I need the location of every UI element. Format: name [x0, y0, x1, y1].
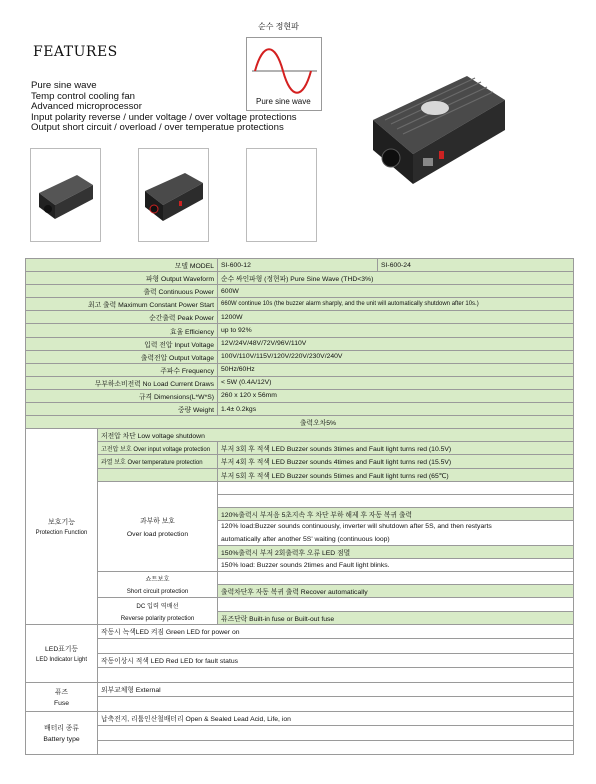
- short-label-kr: 쇼트보호: [145, 576, 170, 584]
- blank-cell: [98, 668, 574, 683]
- blank-cell: [218, 481, 574, 494]
- overload-line: automatically after another 5S' waiting (continuous loop): [218, 533, 574, 546]
- polarity-label: [98, 598, 218, 624]
- feature-item: Advanced microprocessor: [31, 101, 142, 113]
- overload-line: 150% load: Buzzer sounds 2times and Fault light blinks.: [218, 559, 574, 572]
- protection-label-kr: 보호기능: [47, 518, 76, 526]
- protection-group-label: [26, 429, 98, 624]
- spec-label: 효율 Efficiency: [26, 324, 218, 337]
- spec-value: up to 92%: [218, 324, 574, 337]
- inverter-product-image: [355, 58, 515, 198]
- spec-label: 무부하소비전력 No Load Current Draws: [26, 376, 218, 389]
- thumbnail-product-2[interactable]: [138, 148, 209, 242]
- spec-label: 최고 출력 Maximum Constant Power Start: [26, 298, 218, 311]
- feature-item: Temp control cooling fan: [31, 90, 135, 102]
- short-label-en: Short circuit protection: [126, 588, 189, 596]
- spec-label: 주파수 Frequency: [26, 363, 218, 376]
- feature-item: Output short circuit / overload / over temperatue protections: [31, 122, 284, 134]
- spec-value: 50Hz/60Hz: [218, 363, 574, 376]
- spec-label: 파형 Output Waveform: [26, 272, 218, 285]
- model-a: SI-600-12: [218, 259, 378, 272]
- blank-cell: [98, 468, 218, 481]
- thumbnail-product-1[interactable]: [30, 148, 101, 242]
- spec-label: 출력 Continuous Power: [26, 285, 218, 298]
- wave-title: 순수 정현파: [258, 22, 299, 31]
- tolerance-note: 출력오차5%: [26, 416, 574, 429]
- spec-value: 260 x 120 x 56mm: [218, 389, 574, 402]
- short-circuit-label: [98, 572, 218, 598]
- spec-label: 중량 Weight: [26, 403, 218, 416]
- extra-fault-value: 부저 5회 후 적색 LED Buzzer sounds 5times and Fault light turns red (65℃): [218, 468, 574, 481]
- model-b: SI-600-24: [378, 259, 574, 272]
- spec-value: 1.4± 0.2kgs: [218, 403, 574, 416]
- spec-label: 입력 전압 Input Voltage: [26, 337, 218, 350]
- spec-label: 규격 Dimensions(L*W*S): [26, 389, 218, 402]
- led-label-en: LED Indicator Light: [35, 657, 88, 664]
- fuse-label-en: Fuse: [53, 700, 70, 708]
- blank-cell: [218, 494, 574, 507]
- led-green: 작동시 녹색LED 켜짐 Green LED for power on: [98, 624, 574, 639]
- overload-line: 120%출력시 부저음 5초지속 후 차단 부하 해제 후 자동 복귀 출력: [218, 507, 574, 520]
- features-title: FEATURES: [33, 44, 118, 60]
- battery-label: [26, 711, 98, 755]
- spec-label: 출력전압 Output Voltage: [26, 350, 218, 363]
- spec-value: 100V/110V/115V/120V/220V/230V/240V: [218, 350, 574, 363]
- overload-line: 120% load:Buzzer sounds continuously, inverter will shutdown after 5S, and then restyarts: [218, 520, 574, 533]
- battery-label-kr: 배터리 종류: [44, 725, 79, 733]
- over-temp-label: 과열 보호 Over temperature protection: [98, 455, 218, 468]
- fuse-value: 외부교체형 External: [98, 682, 574, 697]
- protection-label-en: Protection Function: [35, 529, 88, 536]
- spec-value: 12V/24V/48V/72V/96V/110V: [218, 337, 574, 350]
- over-temp-value: 부저 4회 후 적색 LED Buzzer sounds 4times and Fault light turns red (15.5V): [218, 455, 574, 468]
- high-voltage-value: 부저 3회 후 적색 LED Buzzer sounds 3times and Fault light turns red (10.5V): [218, 442, 574, 455]
- thumbnail-empty[interactable]: [246, 148, 317, 242]
- led-red: 작동이상시 적색 LED Red LED for fault status: [98, 653, 574, 668]
- feature-item: Pure sine wave: [31, 80, 97, 91]
- spec-label: 순간출력 Peak Power: [26, 311, 218, 324]
- polarity-label-en: Reverse polarity protection: [120, 614, 195, 622]
- led-label: [26, 624, 98, 682]
- feature-item: Input polarity reverse / under voltage / over voltage protections: [31, 111, 297, 123]
- overload-label: [98, 481, 218, 572]
- wave-caption: Pure sine wave: [256, 97, 311, 106]
- blank-cell: [218, 572, 574, 585]
- short-circuit-value: 출력차단후 자동 복귀 출력 Recover automatically: [218, 585, 574, 598]
- polarity-label-kr: DC 입력 역배선: [136, 602, 179, 610]
- low-voltage-label: 저전압 차단 Low voltage shutdown: [98, 429, 574, 442]
- spec-value: 1200W: [218, 311, 574, 324]
- blank-cell: [98, 697, 574, 712]
- spec-table: [25, 258, 574, 755]
- spec-value: 660W continue 10s (the buzzer alarm sharply, and the unit will automatically shutdown after 10s.): [218, 298, 574, 311]
- led-label-kr: LED표기등: [45, 646, 78, 654]
- fuse-label: [26, 682, 98, 711]
- fuse-label-kr: 퓨즈: [54, 689, 69, 697]
- spec-value: < 5W (0.4A/12V): [218, 376, 574, 389]
- overload-label-en: Over load protection: [126, 530, 189, 538]
- blank-cell: [98, 740, 574, 755]
- overload-label-kr: 과부하 보호: [140, 517, 175, 525]
- blank-cell: [98, 726, 574, 741]
- spec-value: 600W: [218, 285, 574, 298]
- overload-line: 150%출력시 부저 2회출력후 오류 LED 점멸: [218, 546, 574, 559]
- battery-value: 납축전지, 리튬인산철배터리 Open & Sealed Lead Acid, Life, ion: [98, 711, 574, 726]
- polarity-value: 퓨즈단락 Built-in fuse or Built-out fuse: [218, 611, 574, 624]
- blank-cell: [218, 598, 574, 611]
- spec-value: 순수 싸인파형 (정현파) Pure Sine Wave (THD<3%): [218, 272, 574, 285]
- model-label: 모델 MODEL: [26, 259, 218, 272]
- battery-label-en: Battery type: [43, 736, 80, 744]
- blank-cell: [98, 639, 574, 654]
- high-voltage-label: 고전압 보호 Over input voltage protection: [98, 442, 218, 455]
